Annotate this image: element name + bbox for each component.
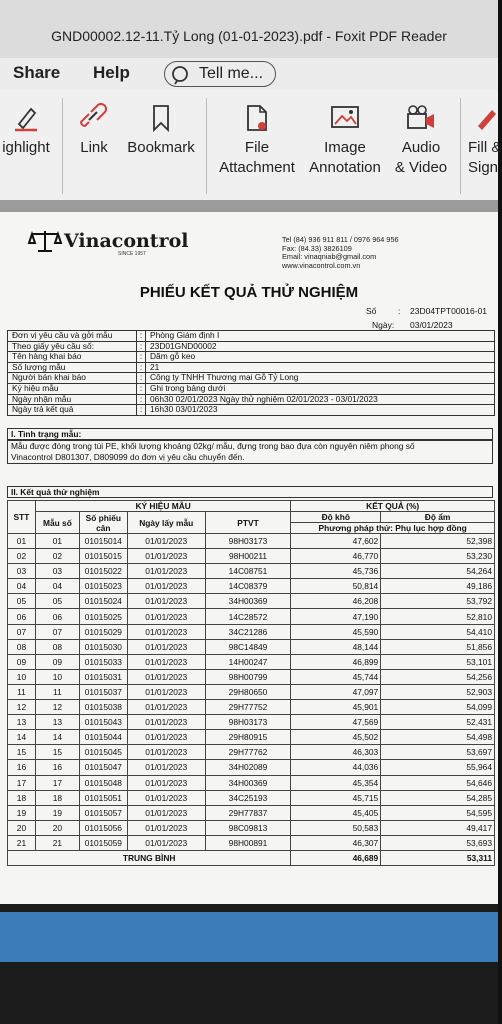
sample-no-cell: 12	[35, 700, 79, 715]
highlight-pen-icon	[11, 104, 41, 132]
stt-cell: 06	[8, 609, 36, 624]
logo-tagline: SINCE 1957	[118, 251, 146, 257]
table-row	[8, 745, 495, 760]
moisture-cell: 54,264	[381, 564, 495, 579]
weigh-ticket-cell: 01015045	[79, 745, 127, 760]
vehicle-cell: 29H77837	[205, 805, 291, 820]
dryness-cell: 45,354	[291, 775, 381, 790]
info-colon: :	[137, 405, 146, 416]
sample-no-cell: 07	[35, 624, 79, 639]
info-row	[8, 331, 495, 342]
sampling-date-cell: 01/01/2023	[127, 684, 205, 699]
table-row	[8, 534, 495, 549]
weigh-ticket-cell: 01015014	[79, 534, 127, 549]
sample-no-cell: 19	[35, 805, 79, 820]
vehicle-header: PTVT	[205, 512, 291, 534]
stt-cell: 18	[8, 790, 36, 805]
link-icon	[79, 104, 109, 132]
weigh-ticket-header-1: Số phiếu	[85, 512, 122, 523]
info-label: Tên hàng khai báo	[8, 352, 137, 363]
average-row	[8, 850, 495, 865]
contact-tel: Tel (84) 936 911 811 / 0976 964 956	[282, 235, 399, 244]
moisture-cell: 53,101	[381, 654, 495, 669]
stt-cell: 20	[8, 820, 36, 835]
result-header: KẾT QUẢ (%)	[291, 501, 495, 512]
vehicle-cell: 98H00799	[205, 669, 291, 684]
highlight-label: ighlight	[2, 139, 50, 156]
weigh-ticket-cell: 01015031	[79, 669, 127, 684]
table-row	[8, 790, 495, 805]
sampling-date-cell: 01/01/2023	[127, 579, 205, 594]
vehicle-cell: 98C09813	[205, 820, 291, 835]
dryness-cell: 45,715	[291, 790, 381, 805]
weigh-ticket-cell: 01015030	[79, 639, 127, 654]
sample-no-cell: 21	[35, 835, 79, 850]
vehicle-cell: 98H00891	[205, 835, 291, 850]
sample-no-header: Mẫu số	[35, 512, 79, 534]
stt-cell: 17	[8, 775, 36, 790]
average-label: TRUNG BÌNH	[8, 850, 291, 865]
table-row	[8, 609, 495, 624]
table-row	[8, 730, 495, 745]
weigh-ticket-cell: 01015033	[79, 654, 127, 669]
sample-no-cell: 04	[35, 579, 79, 594]
info-row	[8, 373, 495, 384]
sample-no-cell: 02	[35, 549, 79, 564]
bookmark-icon	[146, 104, 176, 132]
dryness-header: Độ khô	[291, 512, 381, 523]
stt-header: STT	[8, 501, 36, 534]
sampling-date-cell: 01/01/2023	[127, 654, 205, 669]
moisture-cell: 53,792	[381, 594, 495, 609]
menu-help[interactable]: Help	[93, 63, 130, 82]
vehicle-cell: 98H03173	[205, 534, 291, 549]
sample-condition-line-2: Vinacontrol D801307, D809099 do đơn vị yêu cầu chuyển đến.	[11, 452, 245, 462]
info-value: Phòng Giám định I	[146, 331, 495, 342]
menu-bar	[0, 58, 498, 90]
moisture-cell: 53,230	[381, 549, 495, 564]
vehicle-cell: 29H77752	[205, 700, 291, 715]
sampling-date-cell: 01/01/2023	[127, 639, 205, 654]
ribbon-separator	[62, 98, 63, 194]
sample-no-cell: 18	[35, 790, 79, 805]
window-title-bar	[0, 0, 498, 58]
sample-no-cell: 13	[35, 715, 79, 730]
moisture-cell: 54,285	[381, 790, 495, 805]
stt-cell: 04	[8, 579, 36, 594]
vehicle-cell: 29H77762	[205, 745, 291, 760]
moisture-cell: 53,697	[381, 745, 495, 760]
weigh-ticket-cell: 01015043	[79, 715, 127, 730]
vehicle-cell: 34C25193	[205, 790, 291, 805]
file-attachment-button[interactable]	[214, 90, 300, 178]
weigh-ticket-cell: 01015056	[79, 820, 127, 835]
info-value: 16h30 03/01/2023	[146, 405, 495, 416]
table-row	[8, 639, 495, 654]
dryness-cell: 47,602	[291, 534, 381, 549]
moisture-cell: 53,693	[381, 835, 495, 850]
moisture-cell: 54,595	[381, 805, 495, 820]
table-row	[8, 624, 495, 639]
weigh-ticket-cell: 01015015	[79, 549, 127, 564]
fill-sign-button[interactable]	[468, 90, 502, 178]
stt-cell: 10	[8, 669, 36, 684]
moisture-cell: 49,417	[381, 820, 495, 835]
info-label: Đơn vị yêu cầu và gởi mẫu	[8, 331, 137, 342]
info-label: Người bán khai báo	[8, 373, 137, 384]
vehicle-cell: 14C08379	[205, 579, 291, 594]
sample-no-cell: 11	[35, 684, 79, 699]
vinacontrol-logo: Vinacontrol	[64, 230, 189, 252]
table-row	[8, 669, 495, 684]
sampling-date-cell: 01/01/2023	[127, 534, 205, 549]
table-row	[8, 549, 495, 564]
stt-cell: 03	[8, 564, 36, 579]
info-label: Số lượng mẫu	[8, 362, 137, 373]
dryness-cell: 50,814	[291, 579, 381, 594]
info-colon: :	[137, 352, 146, 363]
table-row	[8, 579, 495, 594]
dryness-cell: 46,770	[291, 549, 381, 564]
weigh-ticket-cell: 01015048	[79, 775, 127, 790]
lightbulb-icon	[170, 65, 190, 85]
tell-me-search[interactable]	[164, 61, 276, 87]
vehicle-cell: 29H80915	[205, 730, 291, 745]
request-info-table	[7, 330, 495, 416]
sampling-date-cell: 01/01/2023	[127, 624, 205, 639]
dryness-cell: 48,144	[291, 639, 381, 654]
sample-no-cell: 01	[35, 534, 79, 549]
sample-no-cell: 15	[35, 745, 79, 760]
dryness-cell: 45,744	[291, 669, 381, 684]
contact-website: www.vinacontrol.com.vn	[282, 260, 361, 270]
moisture-cell: 54,099	[381, 700, 495, 715]
audio-video-label-1: Audio	[401, 139, 441, 156]
vehicle-cell: 98C14849	[205, 639, 291, 654]
contact-fax: Fax: (84.33) 3826109	[282, 243, 352, 253]
weigh-ticket-header	[79, 512, 127, 534]
pdf-page	[0, 212, 498, 904]
sampling-date-cell: 01/01/2023	[127, 700, 205, 715]
info-value: Ghi trong bảng dưới	[146, 383, 495, 394]
info-row	[8, 405, 495, 416]
sampling-date-cell: 01/01/2023	[127, 669, 205, 684]
info-colon: :	[137, 383, 146, 394]
stt-cell: 08	[8, 639, 36, 654]
moisture-cell: 49,186	[381, 579, 495, 594]
info-value: Dăm gỗ keo	[146, 352, 495, 363]
sample-no-cell: 08	[35, 639, 79, 654]
test-results-heading: II. Kết quả thử nghiệm	[7, 486, 493, 498]
weigh-ticket-cell: 01015051	[79, 790, 127, 805]
weigh-ticket-cell: 01015038	[79, 700, 127, 715]
weigh-ticket-cell: 01015025	[79, 609, 127, 624]
dryness-cell: 45,736	[291, 564, 381, 579]
results-table	[7, 500, 495, 866]
sampling-date-cell: 01/01/2023	[127, 564, 205, 579]
sample-no-cell: 16	[35, 760, 79, 775]
test-method-header: Phương pháp thử: Phụ lục hợp đồng	[291, 523, 495, 534]
weigh-ticket-cell: 01015047	[79, 760, 127, 775]
sampling-date-cell: 01/01/2023	[127, 549, 205, 564]
ribbon-separator	[460, 98, 461, 194]
dryness-cell: 47,097	[291, 684, 381, 699]
sampling-date-cell: 01/01/2023	[127, 760, 205, 775]
info-colon: :	[137, 373, 146, 384]
sample-no-cell: 03	[35, 564, 79, 579]
table-row	[8, 594, 495, 609]
weigh-ticket-cell: 01015059	[79, 835, 127, 850]
info-value: 06h30 02/01/2023 Ngày thử nghiệm 02/01/2023 - 03/01/2023	[146, 394, 495, 405]
dryness-cell: 45,590	[291, 624, 381, 639]
bookmark-button[interactable]	[124, 90, 198, 158]
average-dryness: 46,689	[291, 850, 381, 865]
info-row	[8, 341, 495, 352]
moisture-cell: 52,398	[381, 534, 495, 549]
info-label: Theo giấy yêu cầu số:	[8, 341, 137, 352]
info-colon: :	[137, 341, 146, 352]
sampling-date-cell: 01/01/2023	[127, 835, 205, 850]
weigh-ticket-cell: 01015023	[79, 579, 127, 594]
stt-cell: 16	[8, 760, 36, 775]
sampling-date-cell: 01/01/2023	[127, 775, 205, 790]
dryness-cell: 44,036	[291, 760, 381, 775]
report-date-label: Ngày:	[372, 320, 395, 330]
dryness-cell: 45,405	[291, 805, 381, 820]
image-annotation-label-1: Image	[324, 139, 366, 156]
info-colon: :	[137, 331, 146, 342]
dryness-cell: 46,899	[291, 654, 381, 669]
moisture-cell: 54,646	[381, 775, 495, 790]
table-row	[8, 684, 495, 699]
contact-email: Email: vinaqniab@gmail.com	[282, 252, 377, 262]
video-camera-icon	[405, 104, 437, 132]
info-value: 21	[146, 362, 495, 373]
dryness-cell: 45,901	[291, 700, 381, 715]
document-gap	[0, 200, 498, 212]
sampling-date-cell: 01/01/2023	[127, 790, 205, 805]
fill-sign-label-1: Fill &	[468, 139, 502, 156]
ribbon-separator	[206, 98, 207, 194]
vehicle-cell: 34C21286	[205, 624, 291, 639]
sampling-date-cell: 01/01/2023	[127, 745, 205, 760]
highlight-button[interactable]	[0, 90, 52, 158]
sample-no-cell: 20	[35, 820, 79, 835]
info-row	[8, 362, 495, 373]
report-number-colon: :	[398, 306, 401, 316]
link-button[interactable]	[72, 90, 116, 158]
stt-cell: 19	[8, 805, 36, 820]
vehicle-cell: 34H02089	[205, 760, 291, 775]
bookmark-label: Bookmark	[127, 139, 195, 156]
stt-cell: 12	[8, 700, 36, 715]
moisture-cell: 54,498	[381, 730, 495, 745]
sample-condition-text	[7, 440, 493, 464]
sample-condition-heading: I. Tình trạng mẫu:	[7, 428, 493, 440]
weigh-ticket-cell: 01015037	[79, 684, 127, 699]
moisture-cell: 52,903	[381, 684, 495, 699]
moisture-cell: 55,964	[381, 760, 495, 775]
sampling-date-cell: 01/01/2023	[127, 715, 205, 730]
vehicle-cell: 29H80650	[205, 684, 291, 699]
report-date: 03/01/2023	[410, 320, 453, 330]
table-row	[8, 820, 495, 835]
stt-cell: 05	[8, 594, 36, 609]
stt-cell: 02	[8, 549, 36, 564]
weigh-ticket-cell: 01015024	[79, 594, 127, 609]
moisture-cell: 51,856	[381, 639, 495, 654]
vehicle-cell: 34H00369	[205, 594, 291, 609]
weigh-ticket-cell: 01015057	[79, 805, 127, 820]
stt-cell: 14	[8, 730, 36, 745]
sample-no-cell: 14	[35, 730, 79, 745]
info-colon: :	[137, 362, 146, 373]
vehicle-cell: 98H00211	[205, 549, 291, 564]
document-title: PHIẾU KẾT QUẢ THỬ NGHIỆM	[139, 284, 359, 301]
dryness-cell: 50,583	[291, 820, 381, 835]
moisture-cell: 52,810	[381, 609, 495, 624]
screen-below-window	[0, 904, 498, 1024]
dryness-cell: 45,502	[291, 730, 381, 745]
table-row	[8, 700, 495, 715]
table-row	[8, 775, 495, 790]
image-annotation-icon	[329, 104, 361, 132]
stt-cell: 01	[8, 534, 36, 549]
report-number: 23D04TPT00016-01	[410, 306, 488, 316]
file-attachment-label-1: File	[244, 139, 270, 156]
vehicle-cell: 14C28572	[205, 609, 291, 624]
image-annotation-label-2: Annotation	[309, 159, 381, 176]
weigh-ticket-cell: 01015022	[79, 564, 127, 579]
table-row	[8, 835, 495, 850]
moisture-cell: 52,431	[381, 715, 495, 730]
sampling-date-cell: 01/01/2023	[127, 820, 205, 835]
file-attachment-icon	[242, 104, 272, 132]
vehicle-cell: 14C08751	[205, 564, 291, 579]
weigh-ticket-cell: 01015029	[79, 624, 127, 639]
ribbon-toolbar	[0, 90, 502, 201]
fill-sign-pen-icon	[472, 104, 502, 132]
info-row	[8, 383, 495, 394]
weigh-ticket-header-2: cân	[96, 522, 111, 533]
file-attachment-label-2: Attachment	[219, 159, 295, 176]
stt-cell: 13	[8, 715, 36, 730]
info-value: 23D01GND00002	[146, 341, 495, 352]
info-row	[8, 394, 495, 405]
vehicle-cell: 98H03173	[205, 715, 291, 730]
stt-cell: 11	[8, 684, 36, 699]
sampling-date-cell: 01/01/2023	[127, 805, 205, 820]
audio-video-label-2: & Video	[394, 159, 448, 176]
tell-me-label: Tell me...	[199, 65, 264, 82]
fill-sign-label-2: Sign	[468, 159, 499, 176]
dryness-cell: 46,303	[291, 745, 381, 760]
table-row	[8, 805, 495, 820]
dryness-cell: 47,569	[291, 715, 381, 730]
contact-block	[282, 236, 399, 270]
sample-no-cell: 10	[35, 669, 79, 684]
link-label: Link	[80, 139, 108, 156]
stt-cell: 07	[8, 624, 36, 639]
table-row	[8, 654, 495, 669]
sample-no-cell: 17	[35, 775, 79, 790]
table-row	[8, 564, 495, 579]
info-label: Ngày trả kết quả	[8, 405, 137, 416]
sample-no-cell: 05	[35, 594, 79, 609]
menu-share[interactable]: Share	[13, 63, 61, 82]
sample-no-cell: 06	[35, 609, 79, 624]
sampling-date-cell: 01/01/2023	[127, 609, 205, 624]
moisture-cell: 54,410	[381, 624, 495, 639]
moisture-cell: 54,256	[381, 669, 495, 684]
sampling-date-cell: 01/01/2023	[127, 594, 205, 609]
table-row	[8, 760, 495, 775]
sampling-date-header: Ngày lấy mẫu	[127, 512, 205, 534]
stt-cell: 09	[8, 654, 36, 669]
stt-cell: 15	[8, 745, 36, 760]
report-number-label: Số	[366, 306, 377, 316]
info-label: Ngày nhận mẫu	[8, 394, 137, 405]
window-title: GND00002.12-11.Tỷ Long (01-01-2023).pdf - Foxit PDF Reader	[51, 28, 447, 44]
sample-code-header: KÝ HIỆU MẪU	[35, 501, 290, 512]
sampling-date-cell: 01/01/2023	[127, 730, 205, 745]
weigh-ticket-cell: 01015044	[79, 730, 127, 745]
info-row	[8, 352, 495, 363]
info-value: Công ty TNHH Thương mại Gỗ Tỷ Long	[146, 373, 495, 384]
stt-cell: 21	[8, 835, 36, 850]
sample-no-cell: 09	[35, 654, 79, 669]
desktop-background	[0, 912, 498, 962]
image-annotation-button[interactable]	[304, 90, 386, 178]
table-row	[8, 715, 495, 730]
average-moisture: 53,311	[381, 850, 495, 865]
info-colon: :	[137, 394, 146, 405]
dryness-cell: 46,208	[291, 594, 381, 609]
vinacontrol-logo-icon	[28, 230, 62, 252]
vehicle-cell: 14H00247	[205, 654, 291, 669]
info-label: Ký hiệu mẫu	[8, 383, 137, 394]
dryness-cell: 46,307	[291, 835, 381, 850]
dryness-cell: 47,190	[291, 609, 381, 624]
audio-video-button[interactable]	[388, 90, 454, 178]
sample-condition-line-1: Mẫu được đóng trong túi PE, khối lượng khoảng 02kg/ mẫu, đựng trong bao đựa còn nguyên niêm phong số	[11, 441, 415, 451]
moisture-header: Độ ẩm	[381, 512, 495, 523]
vehicle-cell: 34H00369	[205, 775, 291, 790]
